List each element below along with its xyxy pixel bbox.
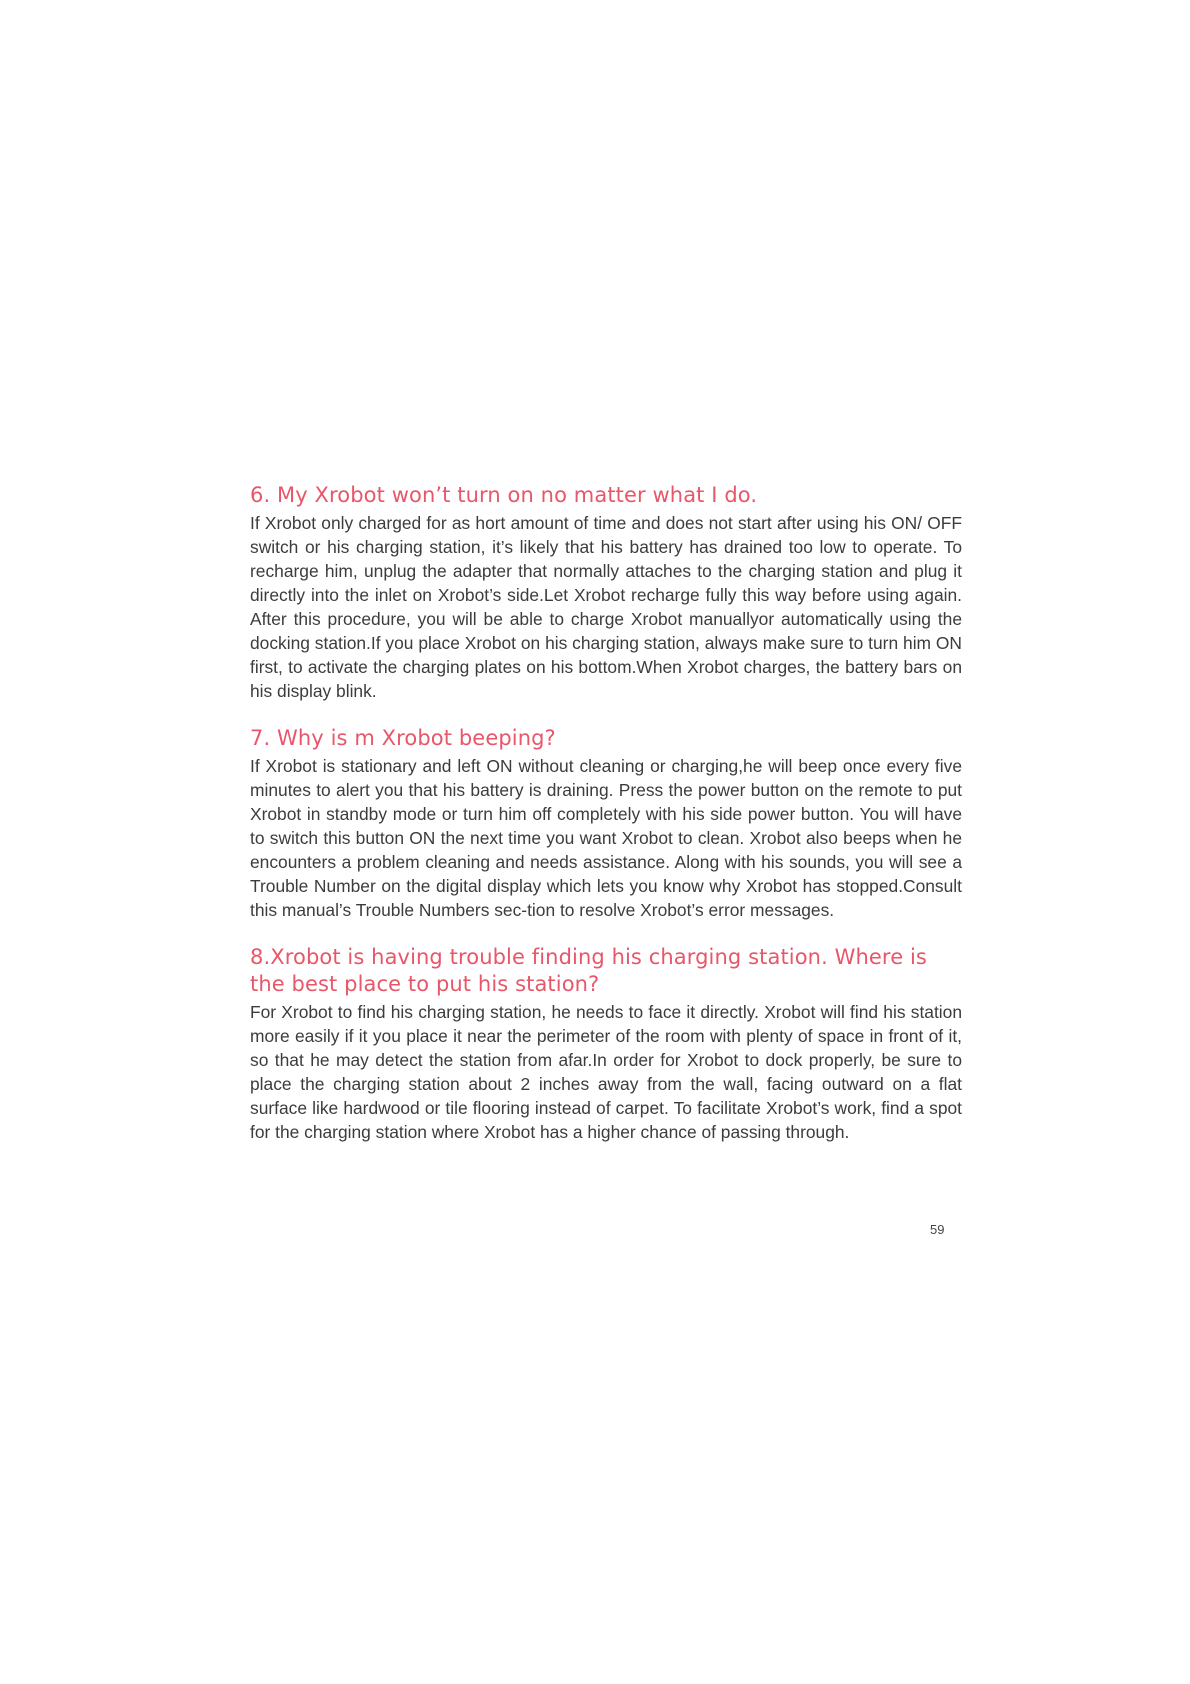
manual-page-content [250, 482, 962, 1166]
faq-section-6 [250, 482, 962, 703]
section-body: If Xrobot is stationary and left ON without cleaning or charging,he will beep once every five minutes to alert you that his battery is draining. Press the power button on the remote to put Xrobot in standby mode or turn him off completely with his side power button. You will have to switch this button ON the next time you want Xrobot to clean. Xrobot also beeps when he encounters a problem cleaning and needs assistance. Along with his sounds, you will see a Trouble Number on the digital display which lets you know why Xrobot has stopped.Consult this manual’s Trouble Numbers sec-tion to resolve Xrobot’s error messages. [250, 756, 962, 920]
page-number: 59 [930, 1222, 945, 1237]
section-body: If Xrobot only charged for as hort amount of time and does not start after using his ON/ OFF switch or his charging station, it’s likely that his battery has drained too low to operate. To recharge him, unplug the adapter that normally attaches to the charging station and plug it directly into the inlet on Xrobot’s side.Let Xrobot recharge fully this way before using again. After this procedure, you will be able to charge Xrobot manuallyor automatically using the docking station.If you place Xrobot on his charging station, always make sure to turn him ON first, to activate the charging plates on his bottom.When Xrobot charges, the battery bars on his display blink. [250, 513, 962, 701]
faq-section-8 [250, 944, 962, 1144]
section-heading: 7. Why is m Xrobot beeping? [250, 726, 556, 750]
faq-section-7 [250, 725, 962, 922]
section-heading: 6. My Xrobot won’t turn on no matter what I do. [250, 483, 758, 507]
section-body: For Xrobot to find his charging station, he needs to face it directly. Xrobot will find his station more easily if it you place it near the perimeter of the room with plenty of space in front of it, so that he may detect the station from afar.In order for Xrobot to dock properly, be sure to place the charging station about 2 inches away from the wall, facing outward on a flat surface like hardwood or tile flooring instead of carpet. To facilitate Xrobot’s work, find a spot for the charging station where Xrobot has a higher chance of passing through. [250, 1002, 962, 1142]
section-heading: 8.Xrobot is having trouble finding his charging station. Where is the best place to put his station? [250, 945, 927, 996]
